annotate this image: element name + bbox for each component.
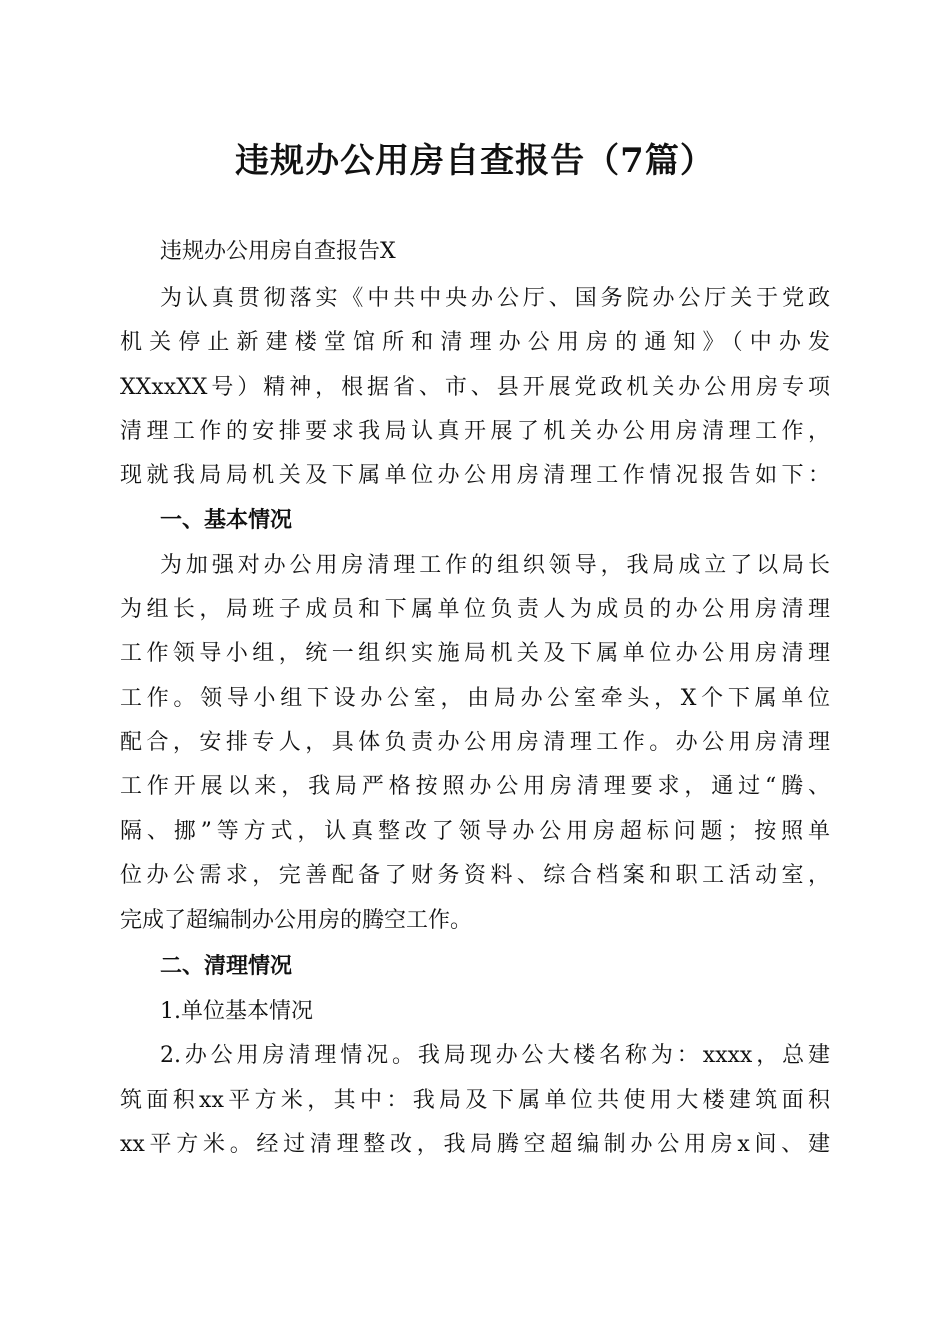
item2-line: 筑面积xx平方米，其中：我局及下属单位共使用大楼建筑面积	[120, 1088, 830, 1113]
section1-line: 工作。领导小组下设办公室，由局办公室牵头，X个下属单位	[120, 686, 830, 711]
section-heading-basic: 一、基本情况	[160, 508, 293, 533]
item2-line: xx平方米。经过清理整改，我局腾空超编制办公用房x间、建	[120, 1132, 830, 1157]
item2-line: 2.办公用房清理情况。我局现办公大楼名称为：xxxx，总建	[160, 1043, 830, 1068]
section1-line: 为加强对办公用房清理工作的组织领导，我局成立了以局长	[160, 553, 830, 578]
document-title: 违规办公用房自查报告（7篇）	[235, 141, 715, 181]
section1-line: 工作领导小组，统一组织实施局机关及下属单位办公用房清理	[120, 641, 830, 666]
intro-line: 现就我局局机关及下属单位办公用房清理工作情况报告如下：	[120, 463, 830, 488]
section1-line: 完成了超编制办公用房的腾空工作。	[120, 908, 473, 933]
item-unit-basics: 1.单位基本情况	[160, 999, 313, 1024]
section1-line: 配合，安排专人，具体负责办公用房清理工作。办公用房清理	[120, 730, 830, 755]
section1-line: 隔、挪”等方式，认真整改了领导办公用房超标问题；按照单	[120, 819, 830, 844]
intro-line: XXxxXX号）精神，根据省、市、县开展党政机关办公用房专项	[120, 375, 830, 400]
section1-line: 工作开展以来，我局严格按照办公用房清理要求，通过“腾、	[120, 774, 830, 799]
section1-line: 为组长，局班子成员和下属单位负责人为成员的办公用房清理	[120, 597, 830, 622]
intro-line: 清理工作的安排要求我局认真开展了机关办公用房清理工作，	[120, 419, 830, 444]
intro-line: 机关停止新建楼堂馆所和清理办公用房的通知》（中办发	[120, 330, 830, 355]
section-heading-cleanup: 二、清理情况	[160, 954, 293, 979]
intro-line: 为认真贯彻落实《中共中央办公厅、国务院办公厅关于党政	[160, 286, 830, 311]
report-subtitle: 违规办公用房自查报告X	[160, 239, 396, 264]
section1-line: 位办公需求，完善配备了财务资料、综合档案和职工活动室，	[120, 863, 830, 888]
